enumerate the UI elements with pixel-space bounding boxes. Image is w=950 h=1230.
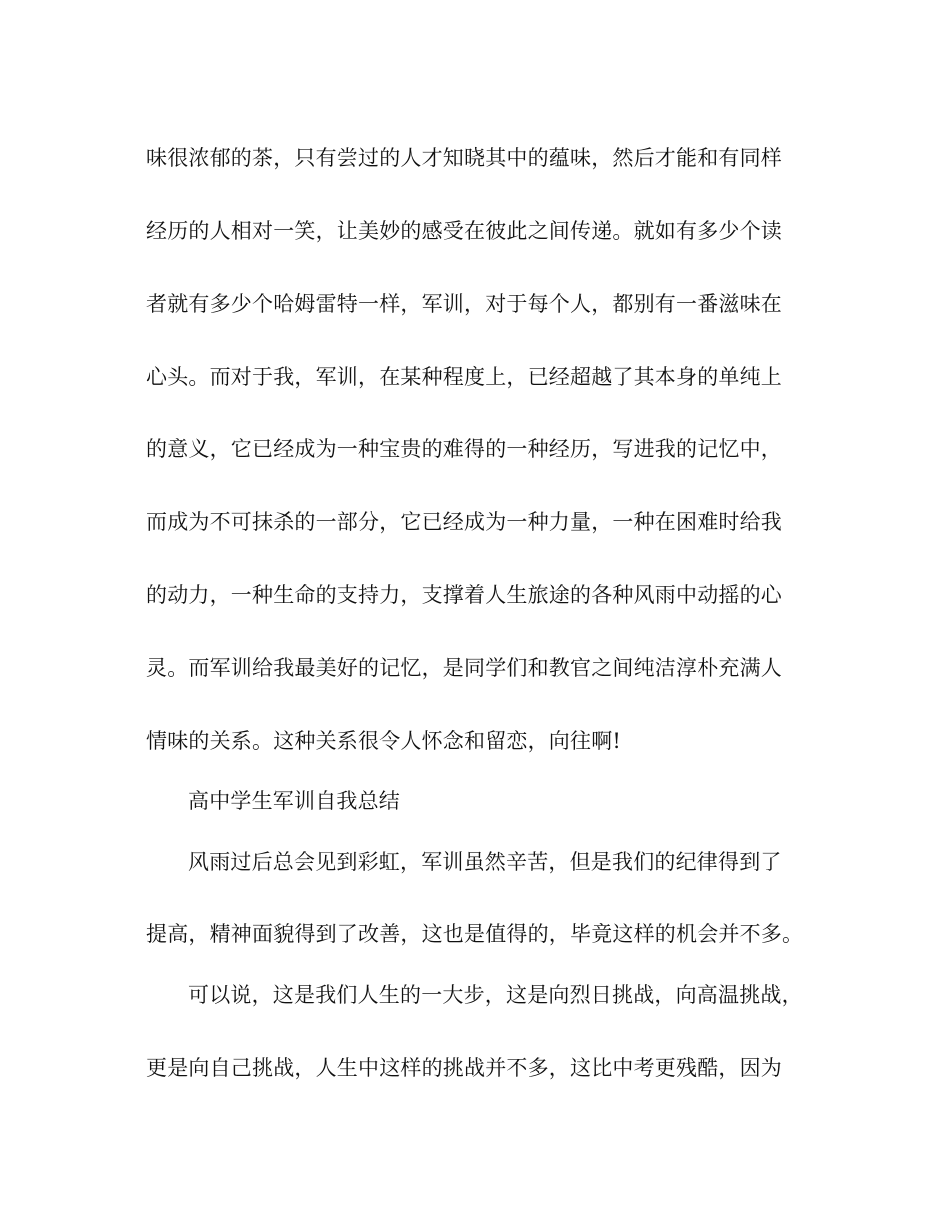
text-line: 风雨过后总会见到彩虹，军训虽然辛苦，但是我们的纪律得到了: [188, 850, 782, 874]
text-line: 可以说，这是我们人生的一大步，这是向烈日挑战，向高温挑战，: [188, 983, 803, 1007]
text-line: 的意义，它已经成为一种宝贵的难得的一种经历，写进我的记忆中，: [146, 437, 782, 461]
text-line: 情味的关系。这种关系很令人怀念和留恋，向往啊!: [146, 729, 622, 753]
text-line: 者就有多少个哈姆雷特一样，军训，对于每个人，都别有一番滋味在: [146, 292, 782, 316]
text-line: 经历的人相对一笑，让美妙的感受在彼此之间传递。就如有多少个读: [146, 219, 782, 243]
text-line: 灵。而军训给我最美好的记忆，是同学们和教官之间纯洁淳朴充满人: [146, 656, 782, 680]
text-line: 而成为不可抹杀的一部分，它已经成为一种力量，一种在困难时给我: [146, 510, 782, 534]
text-line: 提高，精神面貌得到了改善，这也是值得的，毕竟这样的机会并不多。: [146, 922, 804, 946]
text-line: 的动力，一种生命的支持力，支撑着人生旅途的各种风雨中动摇的心: [146, 583, 782, 607]
section-title: 高中学生军训自我总结: [188, 789, 400, 813]
text-line: 心头。而对于我，军训，在某种程度上，已经超越了其本身的单纯上: [146, 365, 782, 389]
text-line: 味很浓郁的茶，只有尝过的人才知晓其中的蕴味，然后才能和有同样: [146, 146, 782, 170]
text-line: 更是向自己挑战，人生中这样的挑战并不多，这比中考更残酷，因为: [146, 1056, 782, 1080]
